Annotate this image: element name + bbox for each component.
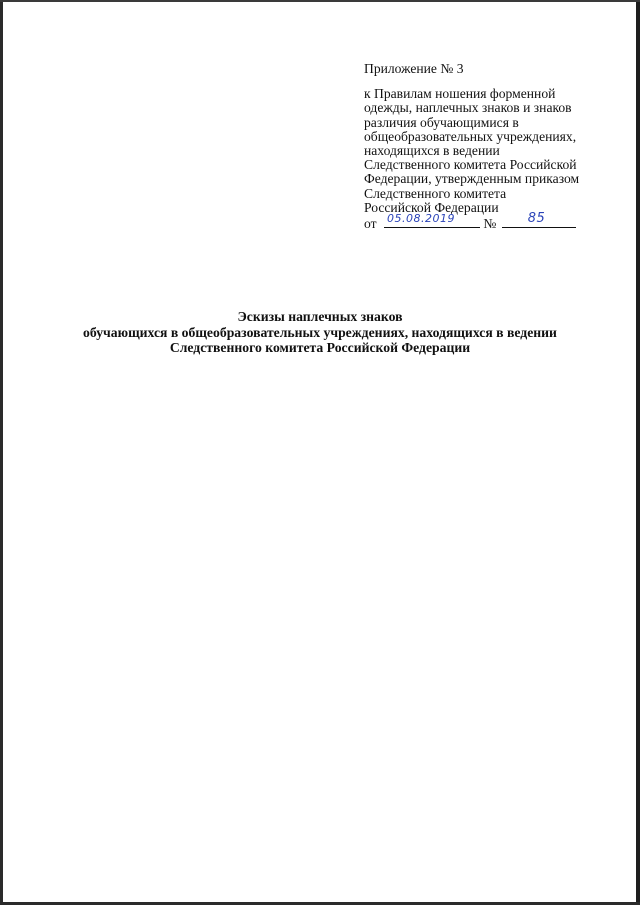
appendix-line: к Правилам ношения форменной	[364, 86, 556, 102]
scan-edge-top	[0, 0, 640, 2]
date-prefix: от	[364, 216, 377, 232]
appendix-line: Следственного комитета	[364, 185, 507, 201]
handwritten-number: 85	[527, 210, 546, 226]
heading-line-3: Следственного комитета Российской Федерации	[169, 340, 471, 355]
appendix-line: находящихся в ведении	[364, 143, 500, 159]
handwritten-date: 05.08.2019	[386, 211, 455, 225]
heading-line-2: обучающихся в общеобразовательных учреждениях, находящихся в ведении	[83, 324, 557, 340]
appendix-title: Приложение № 3	[364, 61, 464, 76]
appendix-line: Российской Федерации	[364, 199, 499, 215]
scan-edge-right	[636, 0, 640, 905]
document-heading	[30, 309, 610, 356]
order-signoff	[364, 210, 614, 232]
appendix-line: общеобразовательных учреждениях,	[364, 128, 577, 144]
scan-edge-left	[0, 0, 3, 905]
appendix-line: Следственного комитета Российской	[364, 157, 577, 173]
date-fill-line	[384, 211, 480, 228]
appendix-line: одежды, наплечных знаков и знаков	[364, 100, 572, 116]
appendix-block	[364, 62, 614, 231]
number-fill-line	[502, 210, 576, 228]
appendix-line: Федерации, утвержденным приказом	[364, 171, 580, 187]
heading-line-1: Эскизы наплечных знаков	[237, 309, 403, 324]
appendix-line: различия обучающимися в	[364, 114, 519, 130]
number-prefix: №	[483, 216, 497, 232]
